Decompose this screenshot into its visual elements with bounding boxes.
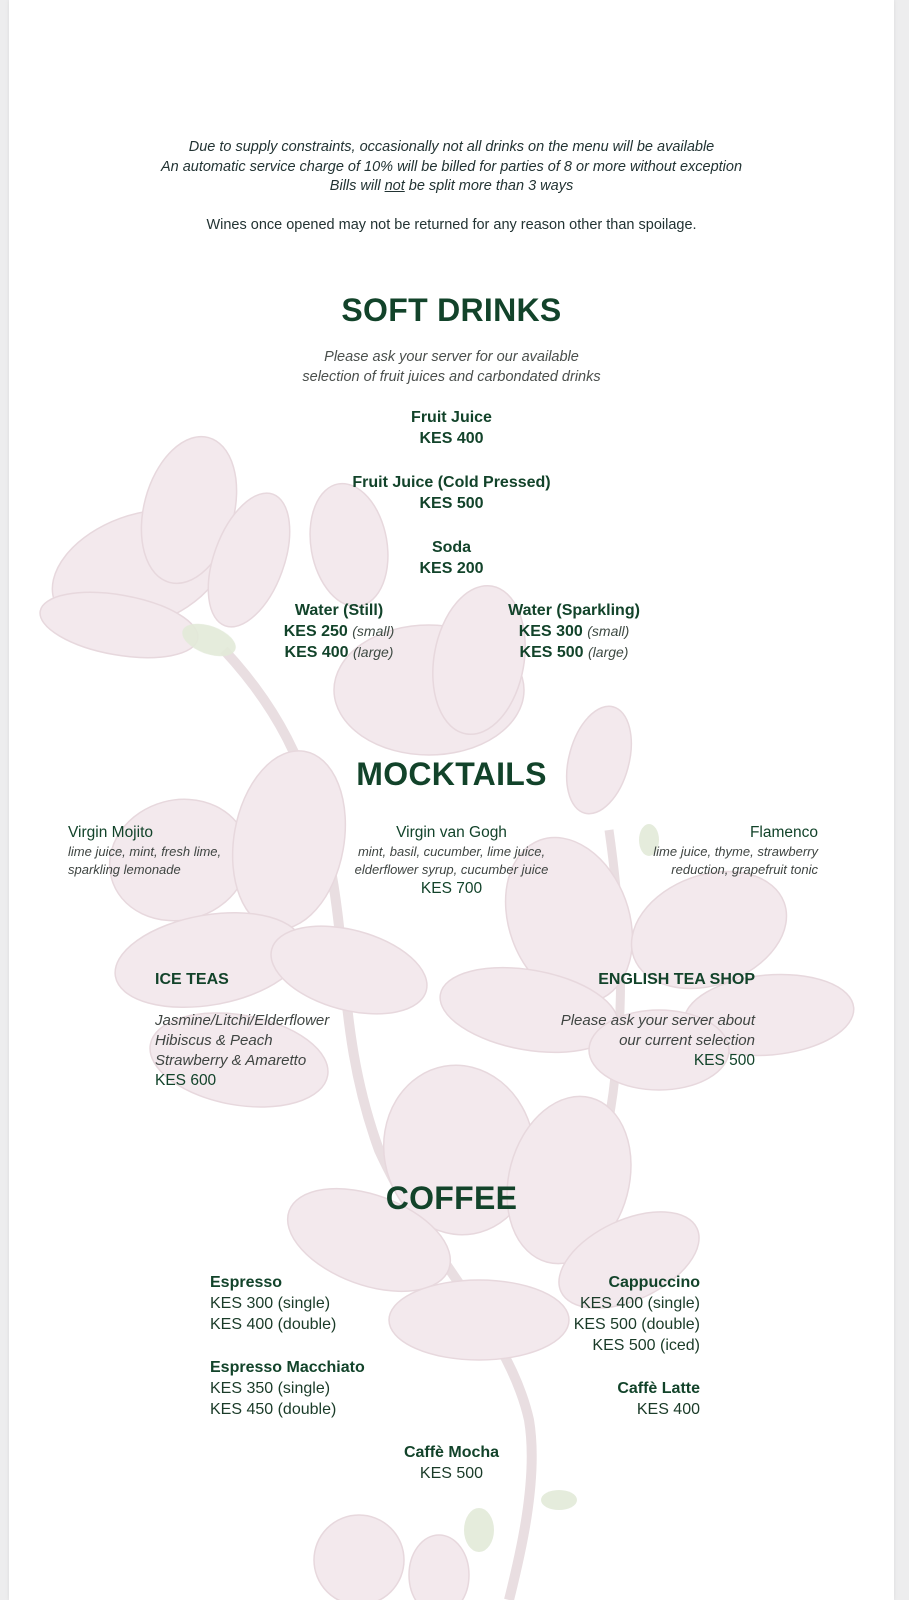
- english-tea-shop-section: [449, 971, 755, 1071]
- soft-drink-item-water-still: [239, 600, 439, 663]
- section-title-mocktails: MOCKTAILS: [356, 756, 547, 792]
- item-size-large: (large): [588, 644, 629, 660]
- item-description-line2: reduction, grapefruit tonic: [671, 862, 818, 877]
- english-tea-note-line2: our current selection: [619, 1032, 755, 1049]
- ice-teas-price: KES 600: [155, 1072, 217, 1089]
- item-name: Virgin van Gogh: [396, 824, 507, 841]
- notice-bill-split: [9, 177, 894, 197]
- item-name: Caffè Latte: [617, 1380, 700, 1397]
- item-name: Water (Still): [294, 602, 384, 619]
- item-price-double: KES 400 (double): [210, 1316, 337, 1333]
- ice-teas-title: ICE TEAS: [155, 971, 229, 988]
- item-price-single: KES 350 (single): [210, 1380, 331, 1397]
- item-name: Flamenco: [749, 824, 818, 841]
- notice-wines: Wines once opened may not be returned for any reason other than spoilage.: [206, 217, 697, 233]
- item-price: KES 500: [419, 1465, 484, 1482]
- notice-block: [9, 138, 894, 197]
- notice-availability: Due to supply constraints, occasionally not all drinks on the menu will be available: [188, 139, 715, 155]
- item-name: Fruit Juice: [411, 409, 492, 426]
- item-name: Soda: [431, 539, 472, 556]
- mocktail-item-virgin-van-gogh: [309, 823, 594, 899]
- coffee-item-caffe-mocha: [9, 1442, 894, 1484]
- item-description-line1: lime juice, mint, fresh lime,: [68, 844, 222, 859]
- item-price-single: KES 300 (single): [210, 1295, 331, 1312]
- item-size-large: (large): [353, 644, 394, 660]
- item-price: KES 700: [420, 880, 483, 897]
- item-price-small: KES 250: [283, 623, 348, 640]
- soft-drinks-note-line1: Please ask your server for our available: [324, 349, 579, 365]
- soft-drinks-note: [9, 348, 894, 387]
- item-price: KES 500: [419, 495, 484, 512]
- item-price-single: KES 400 (single): [579, 1295, 700, 1312]
- notice-bill-split-emph: not: [384, 178, 405, 194]
- item-price-large: KES 500: [519, 644, 584, 661]
- item-size-small: (small): [352, 623, 395, 639]
- item-size-small: (small): [587, 623, 630, 639]
- section-title-soft-drinks: SOFT DRINKS: [341, 292, 562, 328]
- soft-drink-item-water-sparkling: [464, 600, 684, 663]
- mocktail-item-virgin-mojito: [68, 823, 328, 879]
- item-description-line2: elderflower syrup, cucumber juice: [354, 862, 549, 877]
- item-description-line1: mint, basil, cucumber, lime juice,: [357, 844, 546, 859]
- section-title-coffee: COFFEE: [385, 1180, 518, 1216]
- notice-bill-split-post: be split more than 3 ways: [404, 178, 574, 194]
- soft-drinks-note-line2: selection of fruit juices and carbondated drinks: [302, 368, 601, 385]
- item-name: Cappuccino: [608, 1274, 700, 1291]
- soft-drink-item-cold-pressed: [9, 472, 894, 514]
- item-name: Fruit Juice (Cold Pressed): [352, 474, 551, 491]
- item-price: KES 400: [636, 1401, 700, 1418]
- coffee-item-cappuccino: [489, 1272, 700, 1356]
- item-name: Caffè Mocha: [403, 1444, 500, 1461]
- item-description-line2: sparkling lemonade: [68, 862, 181, 877]
- coffee-item-espresso: [210, 1272, 430, 1335]
- ice-tea-flavour: Jasmine/Litchi/Elderflower: [155, 1012, 330, 1029]
- magnolia-background-illustration: [9, 0, 894, 1600]
- item-price-large: KES 400: [284, 644, 349, 661]
- english-tea-note-line1: Please ask your server about: [560, 1012, 755, 1029]
- english-tea-shop-title: ENGLISH TEA SHOP: [598, 971, 755, 988]
- notice-bill-split-pre: Bills will: [329, 178, 385, 194]
- item-name: Virgin Mojito: [68, 824, 154, 841]
- english-tea-price: KES 500: [693, 1052, 755, 1069]
- item-name: Water (Sparkling): [508, 602, 640, 619]
- item-name: Espresso: [210, 1274, 283, 1291]
- soft-drink-item-fruit-juice: [9, 407, 894, 449]
- item-price-double: KES 500 (double): [573, 1316, 700, 1333]
- ice-teas-section: [155, 971, 455, 1091]
- item-price: KES 200: [419, 560, 484, 577]
- coffee-item-espresso-macchiato: [210, 1357, 430, 1420]
- item-price-double: KES 450 (double): [210, 1401, 337, 1418]
- item-description-line1: lime juice, thyme, strawberry: [653, 844, 818, 859]
- item-name: Espresso Macchiato: [210, 1359, 365, 1376]
- soft-drink-item-soda: [9, 537, 894, 579]
- item-price-iced: KES 500 (iced): [592, 1337, 700, 1354]
- notice-service-charge: An automatic service charge of 10% will be billed for parties of 8 or more without exception: [160, 158, 743, 175]
- menu-page: [9, 0, 894, 1600]
- mocktail-item-flamenco: [569, 823, 818, 879]
- item-price-small: KES 300: [518, 623, 583, 640]
- ice-tea-flavour: Hibiscus & Peach: [155, 1032, 273, 1049]
- item-price: KES 400: [419, 430, 484, 447]
- coffee-item-caffe-latte: [489, 1378, 700, 1420]
- ice-tea-flavour: Strawberry & Amaretto: [155, 1052, 307, 1069]
